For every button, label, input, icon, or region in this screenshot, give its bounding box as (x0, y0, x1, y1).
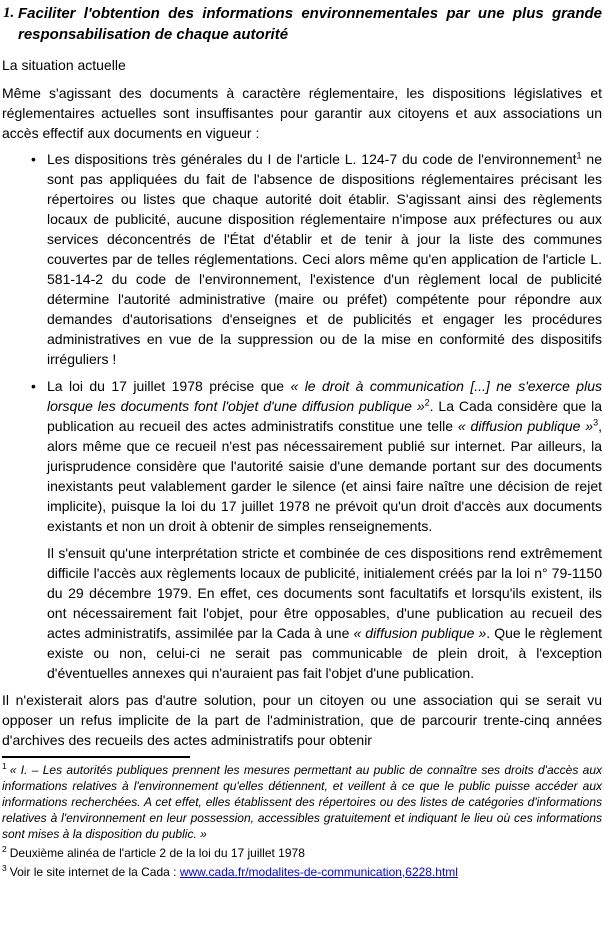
footnote-1-text: « I. – Les autorités publiques prennent les mesures permettant au public de connaître ses droits d'accès aux informations relatives à l'environnement qu'elles détiennent, et veillent à ce que le public puisse accéder aux informations recherchées. A cet effet, elles établissent des répertoires ou des listes de catégories d'informations relatives à l'environnement en leur possession, accessibles gratuitement et indiquant le lieu où ces informations sont mises à la disposition du public. » (2, 763, 602, 841)
bullet-item-loi-1978 (2, 376, 602, 536)
heading-number: 1. (3, 5, 15, 21)
closing-paragraph: Il n'existerait alors pas d'autre solution, pour un citoyen ou une association qui se serait vu opposer un refus implicite de la part de l'administration, que de parcourir trente-cinq années d'archives des recueils des actes administratifs pour obtenir (2, 692, 602, 748)
footnote-ref-3: 3 (593, 417, 599, 428)
text-run: Les dispositions très générales du I de l'article L. 124-7 du code de l'environnement (47, 151, 577, 167)
footnote-divider (2, 756, 190, 758)
footnote-ref-1: 1 (576, 150, 582, 161)
quoted-text-run: « diffusion publique » (457, 418, 594, 434)
cada-link[interactable]: www.cada.fr/modalites-de-communication,6228.html (179, 865, 458, 879)
footnote-3 (2, 864, 602, 880)
bullet-marker-icon: • (31, 151, 36, 167)
heading-text: Faciliter l'obtention des informations environnementales par une plus grande responsabilisation de chaque autorité (18, 5, 602, 43)
section-heading (2, 3, 602, 45)
bullet-text (47, 378, 602, 534)
text-run: Il s'ensuit qu'une interprétation stricte et combinée de ces dispositions rend extrêmement difficile l'accès aux règlements locaux de publicité, initialement créés par la loi n° 79-1150 du 29 décembre 1979. En effet, ces documents sont facultatifs et lorsqu'ils existent, ils ont nécessairement fait l'objet, pour être opposables, d'une publication au recueil des actes administratifs, assimilée par la Cada à une (47, 545, 602, 641)
footnote-marker-3: 3 (2, 863, 7, 873)
text-run: ne sont pas appliquées du fait de l'absence de dispositions réglementaires précisant les répertoires ou listes que chaque autorité doit établir. S'agissant ainsi des règlements locaux de publicité, aucune disposition réglementaire n'impose aux préfectures ou aux services déconcentrés de l'État d'établir et de tenir à jour la liste des communes couvertes par de telles réglementations. Ceci alors même qu'en application de l'article L. 581-14-2 du code de l'environnement, l'existence d'un règlement local de publicité détermine l'autorité administrative (maire ou préfet) compétente pour répondre aux demandes d'autorisations d'enseignes et de publicités et engager les procédures administratives en vue de la suppression ou de la mise en conformité des dispositifs irréguliers ! (47, 151, 602, 367)
footnote-2-text: Deuxième alinéa de l'article 2 de la loi du 17 juillet 1978 (9, 846, 305, 860)
bullet-list (2, 149, 602, 536)
text-run: . La Cada considère que la publication au recueil des actes administratifs constitue une telle (47, 398, 602, 434)
footnote-marker-2: 2 (2, 844, 7, 854)
footnote-2 (2, 845, 602, 861)
text-run: La loi du 17 juillet 1978 précise que (47, 378, 291, 394)
text-run: , alors même que ce recueil n'est pas nécessairement publié sur internet. Par ailleurs, la jurisprudence considère que l'autorité saisie d'une demande portant sur des documents inexistants peut valablement garder le silence (et ainsi faire naître une décision de rejet implicite), puisque la loi du 17 juillet 1978 ne prévoit qu'un droit d'accès aux documents existants et non un droit à obtenir de simples renseignements. (47, 418, 602, 534)
footnote-1 (2, 762, 602, 842)
footnotes-section (2, 762, 602, 880)
intro-paragraph: Même s'agissant des documents à caractère réglementaire, les dispositions législatives et réglementaires actuelles sont insuffisantes pour garantir aux citoyens et aux associations un accès effectif aux documents en vigueur : (2, 85, 602, 141)
bullet-marker-icon: • (31, 378, 36, 394)
footnote-ref-2: 2 (424, 397, 430, 408)
quoted-text-run: « diffusion publique » (353, 625, 487, 641)
footnote-3-text: Voir le site internet de la Cada : (9, 865, 180, 879)
footnote-marker-1: 1 (2, 761, 7, 771)
bullet-item-dispositions (2, 149, 602, 369)
text-run: . Que le règlement existe ou non, celui-ci ne serait pas communicable de plein droit, à l'exception d'éventuelles annexes qui n'auraient pas fait l'objet d'une publication. (47, 625, 602, 681)
bullet-text (47, 151, 602, 367)
followup-paragraph (47, 543, 602, 683)
quoted-text-run: « le droit à communication [...] ne s'exerce plus lorsque les documents font l'objet d'une diffusion publique » (47, 378, 602, 414)
situation-label: La situation actuelle (2, 57, 126, 73)
